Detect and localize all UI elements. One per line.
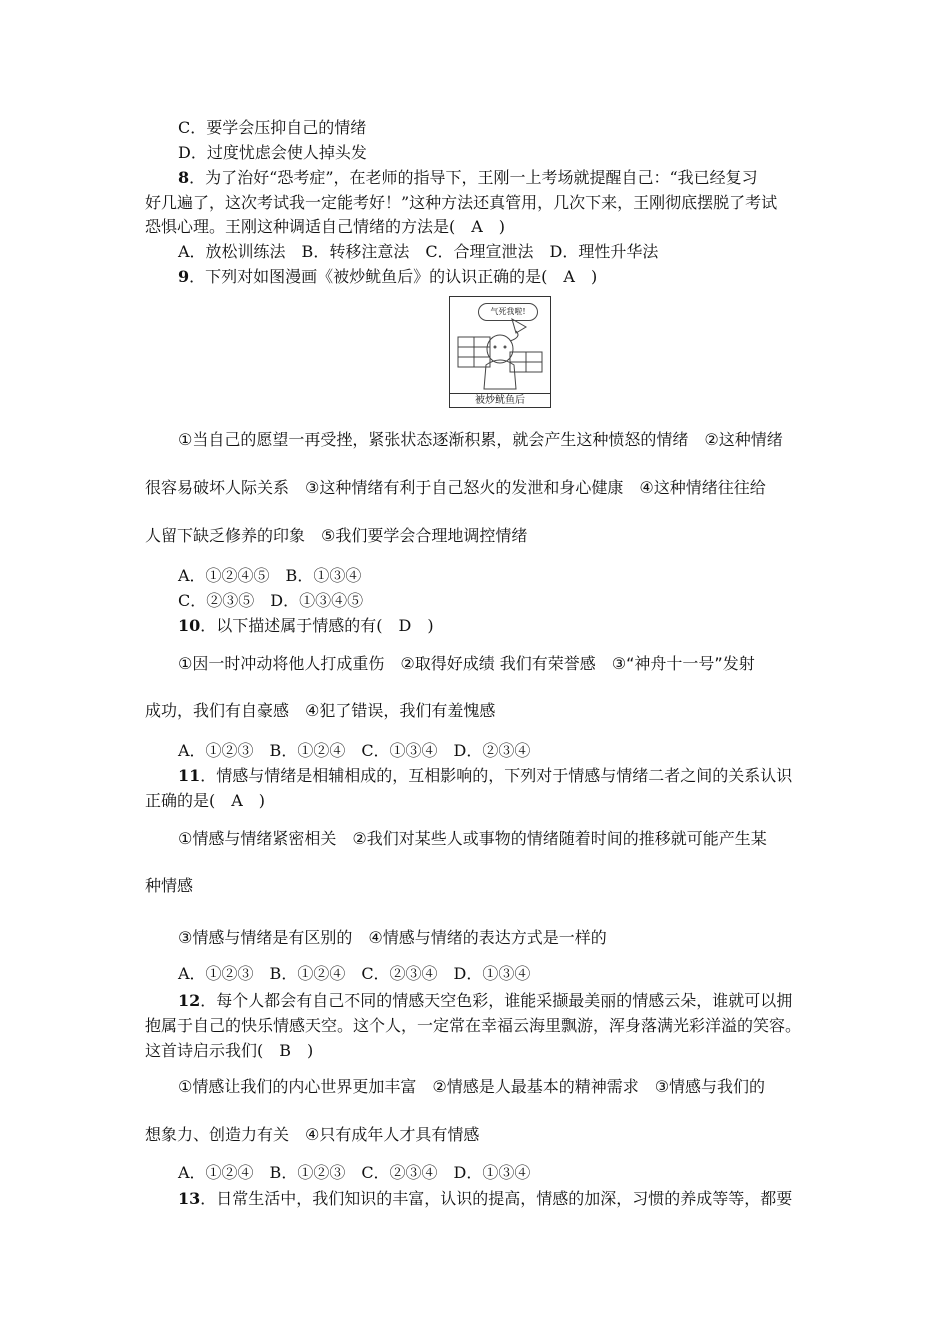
question-text: ．下列对如图漫画《被炒鱿鱼后》的认识正确的是( A ) — [189, 267, 598, 286]
question-12 — [178, 990, 792, 1012]
question-number: 12 — [178, 991, 201, 1010]
question-text: ．每个人都会有自己不同的情感天空色彩，谁能采撷最美丽的情感云朵，谁就可以拥 — [200, 991, 793, 1010]
text-line: 恐惧心理。王刚这种调适自己情绪的方法是( A ) — [145, 217, 506, 236]
text-line: 好几遍了，这次考试我一定能考好！”这种方法还真管用，几次下来，王刚彻底摆脱了考试 — [145, 193, 778, 212]
option-c: C．要学会压抑自己的情绪 — [178, 118, 367, 137]
cartoon-caption: 被炒鱿鱼后 — [450, 393, 550, 407]
answer-options: A．①②④⑤ B．①③④ — [178, 566, 362, 585]
speech-bubble: 气死我啦! — [478, 303, 538, 321]
statement-line: 种情感 — [145, 876, 194, 895]
question-number: 13 — [178, 1189, 201, 1208]
question-10 — [178, 615, 434, 637]
question-text: ．情感与情绪是相辅相成的，互相影响的，下列对于情感与情绪二者之间的关系认识 — [200, 766, 793, 785]
question-number: 11 — [178, 766, 201, 785]
question-number: 8 — [178, 168, 190, 187]
answer-options: C．②③⑤ D．①③④⑤ — [178, 591, 364, 610]
answer-options: A．①②③ B．①②④ C．②③④ D．①③④ — [178, 964, 531, 983]
statement-line: ①当自己的愿望一再受挫，紧张状态逐渐积累，就会产生这种愤怒的情绪 ②这种情绪 — [178, 430, 783, 449]
statement-line: 人留下缺乏修养的印象 ⑤我们要学会合理地调控情绪 — [145, 526, 528, 545]
statement-line: 很容易破坏人际关系 ③这种情绪有利于自己怒火的发泄和身心健康 ④这种情绪往往给 — [145, 478, 766, 497]
question-text: ．以下描述属于情感的有( D ) — [200, 616, 434, 635]
statement-line: ①情感与情绪紧密相关 ②我们对某些人或事物的情绪随着时间的推移就可能产生某 — [178, 829, 767, 848]
text-line: 这首诗启示我们( B ) — [145, 1041, 314, 1060]
text-line: 抱属于自己的快乐情感天空。这个人，一定常在幸福云海里飘游，浑身落满光彩洋溢的笑容。 — [145, 1016, 802, 1035]
answer-options: A．放松训练法 B．转移注意法 C．合理宣泄法 D．理性升华法 — [178, 242, 659, 261]
statement-line: 成功，我们有自豪感 ④犯了错误，我们有羞愧感 — [145, 701, 496, 720]
statement-line: ①情感让我们的内心世界更加丰富 ②情感是人最基本的精神需求 ③情感与我们的 — [178, 1077, 766, 1096]
answer-options: A．①②④ B．①②③ C．②③④ D．①③④ — [178, 1163, 531, 1182]
statement-line: 想象力、创造力有关 ④只有成年人才具有情感 — [145, 1125, 480, 1144]
question-8 — [178, 167, 758, 189]
question-text: ．日常生活中，我们知识的丰富，认识的提高，情感的加深，习惯的养成等等，都要 — [200, 1189, 793, 1208]
question-text: ．为了治好“恐考症”，在老师的指导下，王刚一上考场就提醒自己：“我已经复习 — [189, 168, 758, 187]
cartoon-image — [449, 296, 551, 408]
question-13 — [178, 1188, 792, 1210]
question-11 — [178, 765, 792, 787]
answer-options: A．①②③ B．①②④ C．①③④ D．②③④ — [178, 741, 531, 760]
question-number: 10 — [178, 616, 201, 635]
option-d: D．过度忧虑会使人掉头发 — [178, 143, 367, 162]
statement-line: ①因一时冲动将他人打成重伤 ②取得好成绩 我们有荣誉感 ③“神舟十一号”发射 — [178, 654, 755, 673]
statement-line: ③情感与情绪是有区别的 ④情感与情绪的表达方式是一样的 — [178, 928, 607, 947]
question-9 — [178, 266, 597, 288]
question-number: 9 — [178, 267, 190, 286]
text-line: 正确的是( A ) — [145, 791, 266, 810]
